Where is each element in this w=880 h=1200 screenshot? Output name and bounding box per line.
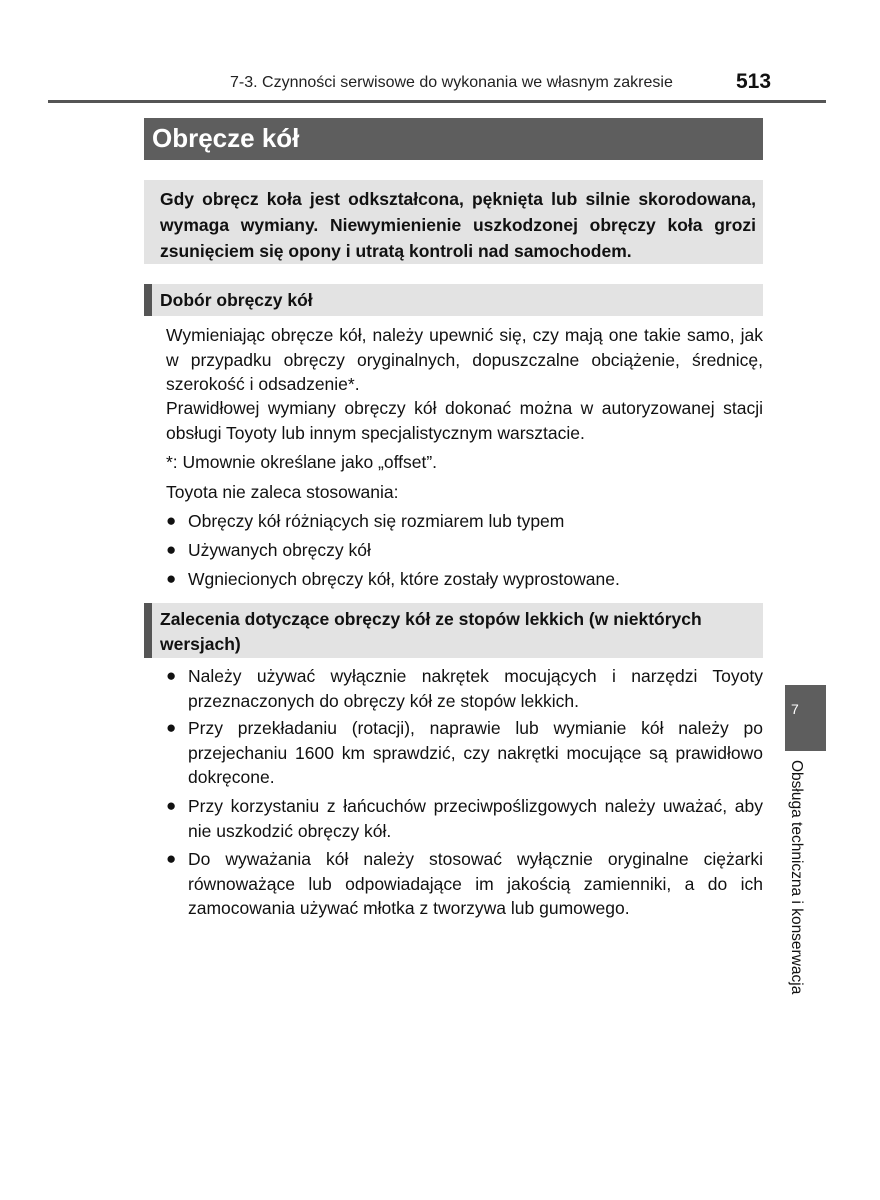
section-heading-wheel-selection [144, 284, 763, 316]
bullet-icon: ● [166, 666, 177, 685]
bullet-icon: ● [166, 849, 177, 868]
header-section-title: 7-3. Czynności serwisowe do wykonania we własnym zakresie [230, 74, 673, 91]
section-heading-text: Zalecenia dotyczące obręczy kół ze stopów lekkich (w niektórych wersjach) [160, 609, 702, 654]
list-item-text: Obręczy kół różniących się rozmiarem lub typem [188, 511, 565, 531]
page-number: 513 [736, 70, 772, 93]
list-item-text: Należy używać wyłącznie nakrętek mocujących i narzędzi Toyoty przeznaczonych do obręczy kół ze stopów lekkich. [188, 666, 763, 711]
section-heading-text: Dobór obręczy kół [160, 290, 313, 310]
heading-accent-bar [144, 284, 152, 316]
warning-box [144, 180, 763, 264]
chapter-number: 7 [791, 701, 799, 717]
list-item-text: Wgniecionych obręczy kół, które zostały wyprostowane. [188, 569, 620, 589]
bullet-icon: ● [166, 511, 177, 530]
paragraph-not-recommended: Toyota nie zaleca stosowania: [166, 482, 399, 502]
list-item-text: Przy przekładaniu (rotacji), naprawie lub wymianie kół należy po przejechaniu 1600 km sprawdzić, czy nakrętki mocujące są prawidłowo dokręcone. [188, 718, 763, 787]
header-divider [48, 100, 826, 103]
section-heading-alloy-wheels [144, 603, 763, 658]
paragraph-requirements: Wymieniając obręcze kół, należy upewnić się, czy mają one takie samo, jak w przypadku obręczy oryginalnych, dopuszczalne obciążenie, średnicę, szerokość i odsadzenie*. [166, 325, 763, 394]
list-item-text: Do wyważania kół należy stosować wyłącznie oryginalne ciężarki równoważące lub odpowiadające im jakością zamienniki, a do ich zamocowania używać młotka z tworzywa lub gumowego. [188, 849, 763, 918]
list-item-text: Przy korzystaniu z łańcuchów przeciwpoślizgowych należy uważać, aby nie uszkodzić obręczy kół. [188, 796, 763, 841]
bullet-icon: ● [166, 569, 177, 588]
warning-text: Gdy obręcz koła jest odkształcona, pęknięta lub silnie skorodowana, wymaga wymiany. Niewymienienie uszkodzonej obręczy koła grozi zsunięciem się opony i utratą kontroli nad samochodem. [160, 189, 756, 261]
page-title-bar [144, 118, 763, 160]
list-item-text: Używanych obręczy kół [188, 540, 371, 560]
bullet-icon: ● [166, 540, 177, 559]
footnote-offset: *: Umownie określane jako „offset”. [166, 452, 438, 472]
bullet-icon: ● [166, 718, 177, 737]
page-title: Obręcze kół [152, 123, 300, 153]
chapter-tab [785, 685, 826, 751]
paragraph-service: Prawidłowej wymiany obręczy kół dokonać można w autoryzowanej stacji obsługi Toyoty lub innym specjalistycznym warsztacie. [166, 398, 763, 443]
heading-accent-bar [144, 603, 152, 658]
chapter-label: Obsługa techniczna i konserwacja [788, 760, 805, 995]
bullet-icon: ● [166, 796, 177, 815]
